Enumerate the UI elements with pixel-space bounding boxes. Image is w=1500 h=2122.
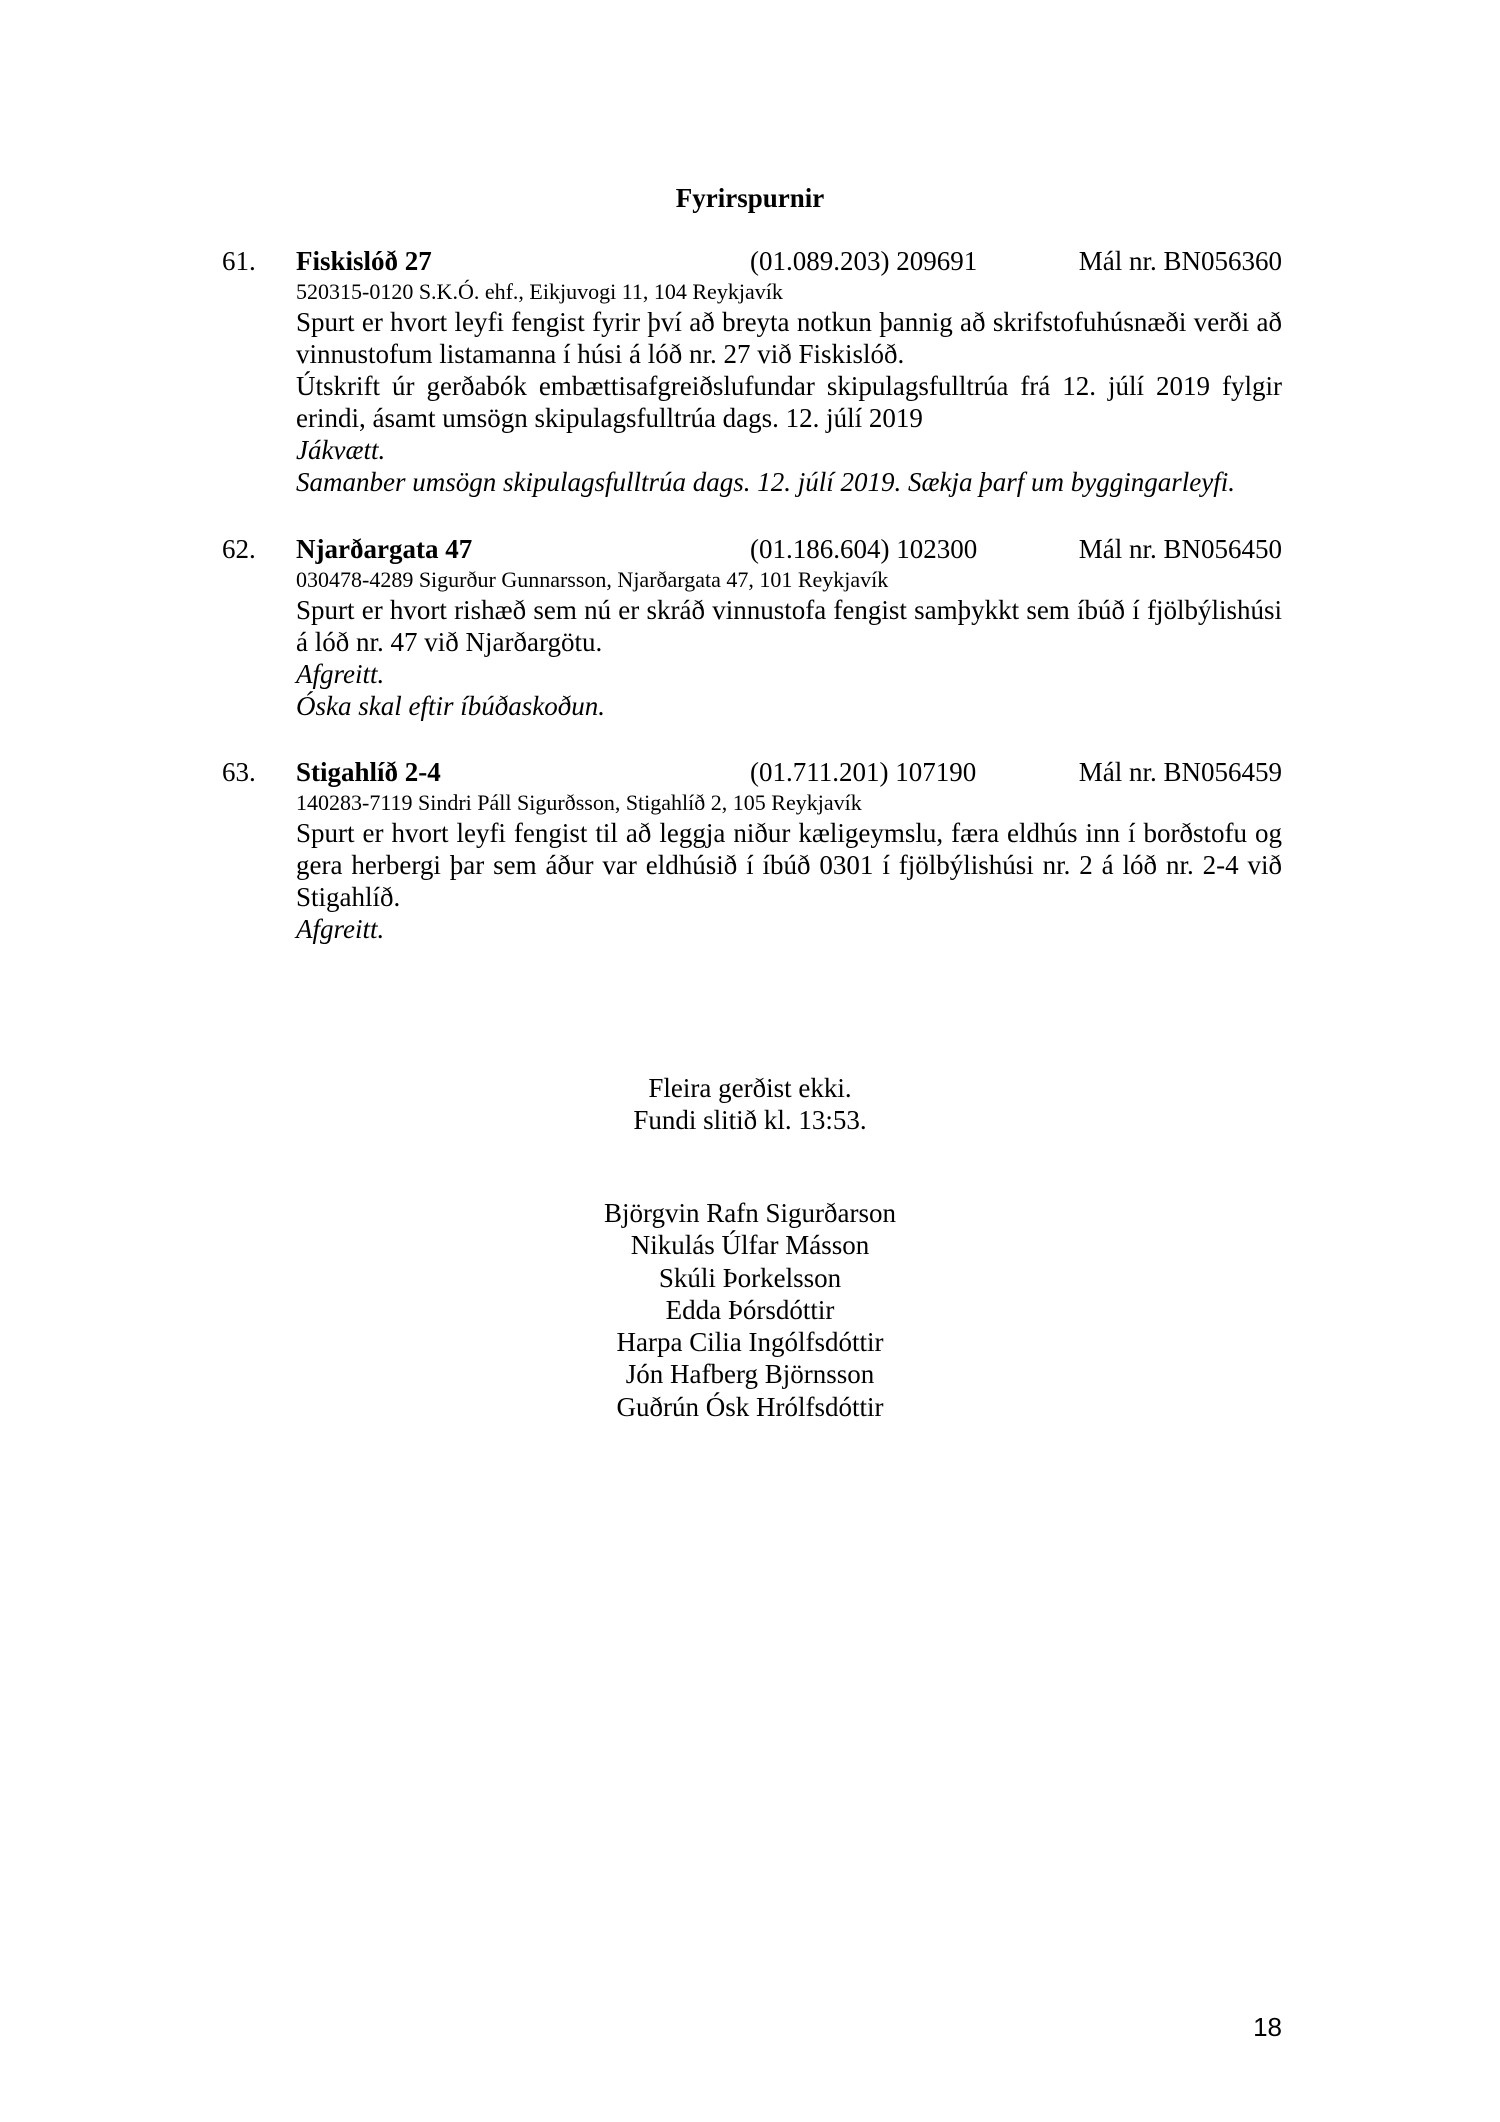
case-body [296, 278, 1282, 498]
case-number-index: 61. [222, 246, 256, 276]
case-body [296, 789, 1282, 945]
section-title: Fyrirspurnir [675, 183, 825, 213]
case-number-index: 62. [222, 534, 256, 564]
page-number: 18 [1253, 2012, 1282, 2042]
case-result-note: Óska skal eftir íbúðaskoðun. [296, 691, 605, 721]
case-address: Fiskislóð 27 [296, 246, 432, 276]
case-land-number: (01.089.203) 209691 [750, 246, 978, 276]
closing-time: Fundi slitið kl. 13:53. [633, 1105, 867, 1135]
case-result: Afgreitt. [296, 659, 385, 689]
case-description: Spurt er hvort leyfi fengist til að leggja niður kæligeymslu, færa eldhús inn í borðstofu og gera herbergi þar sem áður var eldhúsið í íbúð 0301 í fjölbýlishúsi nr. 2 á lóð nr. 2-4 við Stigahlíð. [296, 818, 1282, 912]
signatory-name: Harpa Cilia Ingólfsdóttir [616, 1327, 884, 1358]
case-result-note: Samanber umsögn skipulagsfulltrúa dags. 12. júlí 2019. Sækja þarf um byggingarleyfi. [296, 467, 1235, 497]
case-description: Spurt er hvort rishæð sem nú er skráð vinnustofa fengist samþykkt sem íbúð í fjölbýlishúsi á lóð nr. 47 við Njarðargötu. [296, 595, 1282, 657]
case-result: Jákvætt. [296, 435, 386, 465]
case-item [222, 532, 1282, 722]
closing-line: Fleira gerðist ekki. [648, 1073, 852, 1103]
case-result: Afgreitt. [296, 914, 385, 944]
signatory-name: Edda Þórsdóttir [665, 1294, 835, 1325]
case-reference: Mál nr. BN056459 [1078, 757, 1282, 787]
case-reference: Mál nr. BN056360 [1078, 246, 1282, 276]
case-item [222, 244, 1282, 498]
case-header [222, 532, 1282, 566]
signatory-name: Jón Hafberg Björnsson [625, 1359, 875, 1390]
case-applicant: 140283-7119 Sindri Páll Sigurðsson, Stigahlíð 2, 105 Reykjavík [296, 790, 862, 815]
signatory-name: Skúli Þorkelsson [658, 1262, 842, 1293]
signatory-name: Björgvin Rafn Sigurðarson [604, 1198, 896, 1228]
case-number-index: 63. [222, 757, 256, 787]
case-land-number: (01.711.201) 107190 [750, 757, 977, 787]
case-address: Njarðargata 47 [296, 534, 473, 564]
case-item [222, 755, 1282, 945]
case-applicant: 030478-4289 Sigurður Gunnarsson, Njarðargata 47, 101 Reykjavík [296, 567, 889, 592]
signatory-name: Nikulás Úlfar Másson [630, 1230, 870, 1261]
case-reference: Mál nr. BN056450 [1078, 534, 1282, 564]
case-description: Spurt er hvort leyfi fengist fyrir því að breyta notkun þannig að skrifstofuhúsnæði verði að vinnustofum listamanna í húsi á lóð nr. 27 við Fiskislóð. [296, 307, 1282, 369]
closing-statement [0, 1072, 1500, 1136]
case-applicant: 520315-0120 S.K.Ó. ehf., Eikjuvogi 11, 104 Reykjavík [296, 279, 783, 304]
case-header [222, 244, 1282, 278]
signatory-list [0, 1197, 1500, 1423]
signatory-name: Guðrún Ósk Hrólfsdóttir [616, 1391, 884, 1422]
case-address: Stigahlíð 2-4 [296, 757, 441, 787]
case-body [296, 566, 1282, 722]
case-land-number: (01.186.604) 102300 [750, 534, 978, 564]
case-note: Útskrift úr gerðabók embættisafgreiðslufundar skipulagsfulltrúa frá 12. júlí 2019 fylgir erindi, ásamt umsögn skipulagsfulltrúa dags. 12. júlí 2019 [296, 371, 1282, 433]
case-header [222, 755, 1282, 789]
